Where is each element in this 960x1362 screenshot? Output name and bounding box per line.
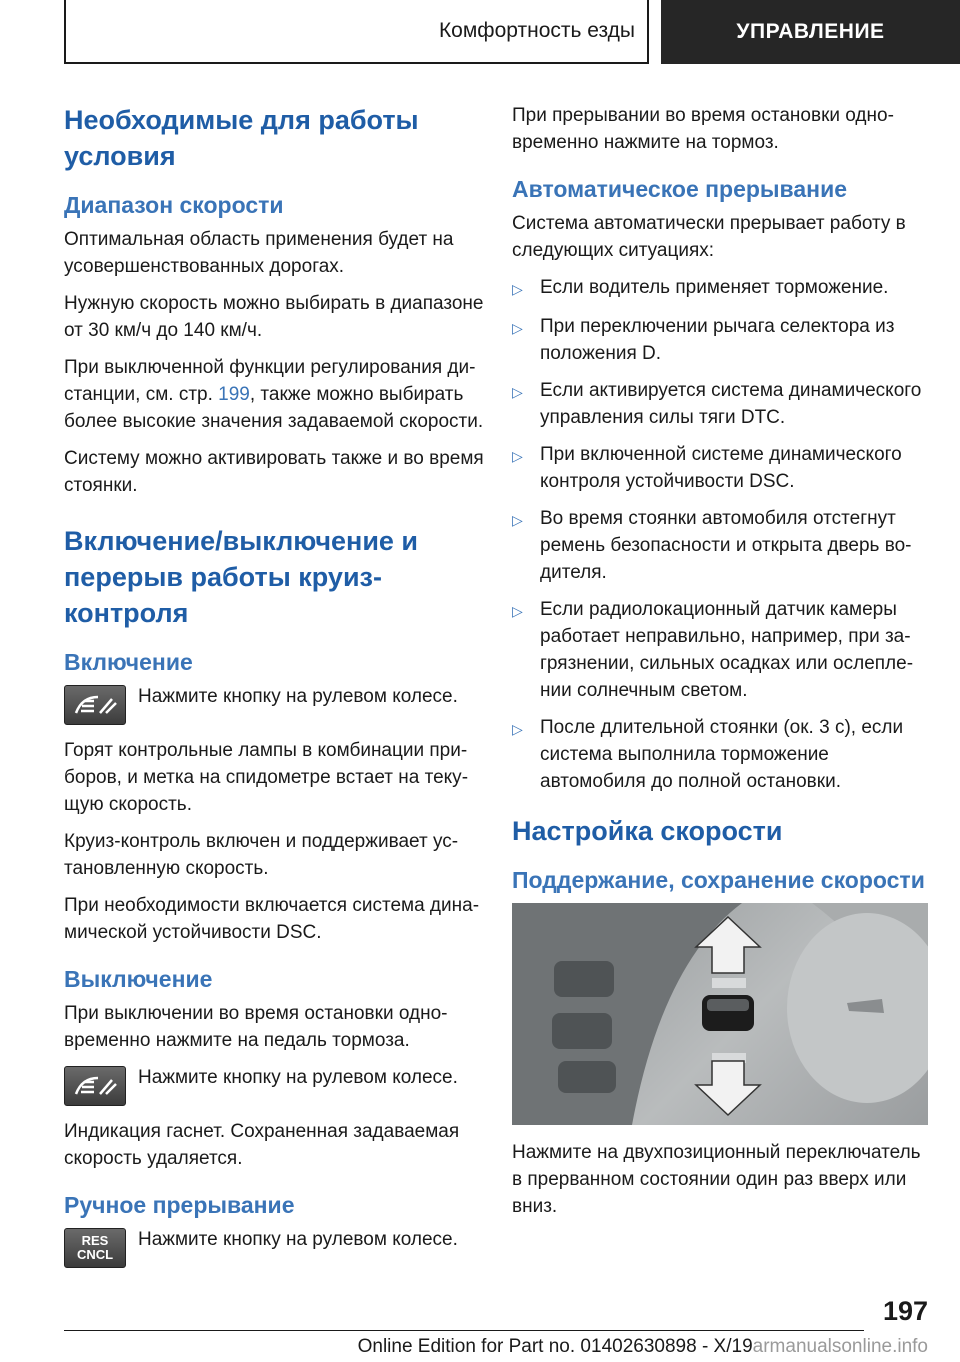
paragraph: Систему можно активировать также и во время стоянки.: [64, 448, 484, 496]
paragraph: Система автоматически прерывает работу в следующих ситуациях:: [512, 213, 906, 261]
instruction-text: Нажмите кнопку на рулевом колесе.: [138, 1229, 458, 1250]
triangle-bullet-icon: ▷: [512, 721, 523, 737]
heading-auto-interrupt: Автоматическое прерывание: [512, 176, 848, 202]
heading-speed-range: Диапазон скорости: [64, 192, 284, 218]
res-cncl-button-icon: [64, 1228, 126, 1268]
paragraph: Индикация гаснет. Сохраненная задаваемая скорость удаляется.: [64, 1121, 460, 1169]
list-item-text: Во время стоянки автомобиля отстегнут ремень безопасности и открыта дверь водителя.: [540, 508, 912, 583]
list-item: [512, 313, 932, 367]
heading-conditions: Необходимые для работы условия: [64, 105, 419, 171]
triangle-bullet-icon: ▷: [512, 281, 523, 297]
list-item-text: После длительной стоянки (ок. 3 с), если система выполнила торможение автомобиля до полной остановки.: [540, 717, 904, 792]
list-item-text: Если водитель применяет торможение.: [540, 277, 889, 298]
left-column: [64, 102, 484, 1280]
button-instruction-manual: [64, 1226, 484, 1268]
button-instruction-on: [64, 683, 484, 725]
header-chapter-title: УПРАВЛЕНИЕ: [736, 20, 885, 43]
paragraph: Нажмите на двухпозиционный переключатель в прерванном состоянии один раз вверх или вниз.: [512, 1142, 921, 1217]
text: При выключенной функции регулирования дистанции, см. стр.: [64, 357, 476, 405]
heading-manual-interrupt: Ручное прерывание: [64, 1192, 295, 1218]
list-item: [512, 596, 932, 704]
page-link[interactable]: 199: [218, 384, 250, 405]
page-number: 197: [882, 1296, 928, 1326]
text: , также можно выбирать более высокие значения задаваемой скорости.: [64, 384, 484, 432]
heading-hold-speed: Поддержание, сохранение скорости: [512, 867, 925, 893]
right-column: [512, 102, 932, 1230]
footer-edition: [0, 1336, 928, 1358]
header-section-title: Комфортность езды: [438, 19, 635, 42]
paragraph: Круиз-контроль включен и поддерживает установленную скорость.: [64, 831, 459, 879]
steering-wheel-switch-image: [512, 903, 928, 1125]
header-section: [64, 0, 649, 64]
heading-switch-off: Выключение: [64, 966, 213, 992]
cruise-control-button-icon: [64, 685, 126, 725]
instruction-text: Нажмите кнопку на рулевом колесе.: [138, 1067, 458, 1088]
list-item: [512, 274, 932, 303]
button-instruction-off: [64, 1064, 484, 1106]
footer-rule: [64, 1330, 864, 1331]
footer-edition-text: Online Edition for Part no. 01402630898 - X/19: [357, 1336, 753, 1357]
cruise-control-button-icon: [64, 1066, 126, 1106]
auto-interrupt-list: [512, 274, 932, 795]
paragraph: Нужную скорость можно выбирать в диапазоне от 30 км/ч до 140 км/ч.: [64, 293, 484, 341]
triangle-bullet-icon: ▷: [512, 320, 523, 336]
list-item: [512, 505, 932, 586]
list-item-text: При включенной системе динамического контроля устойчивости DSC.: [540, 444, 902, 492]
paragraph: При прерывании во время остановки одновременно нажмите на тормоз.: [512, 105, 894, 153]
paragraph: Оптимальная область применения будет на усовершенствованных дорогах.: [64, 229, 454, 277]
heading-on-off: Включение/выключение и перерыв работы круиз-контроля: [64, 526, 419, 628]
paragraph: При необходимости включается система динамической устойчивости DSC.: [64, 895, 480, 943]
cncl-label: CNCL: [76, 1247, 114, 1262]
paragraph: Горят контрольные лампы в комбинации приборов, и метка на спидометре встает на текущую скорость.: [64, 740, 469, 815]
list-item-text: Если активируется система динамического управления силы тяги DTC.: [540, 380, 922, 428]
triangle-bullet-icon: ▷: [512, 448, 523, 464]
list-item: [512, 377, 932, 431]
instruction-text: Нажмите кнопку на рулевом колесе.: [138, 686, 458, 707]
triangle-bullet-icon: ▷: [512, 384, 523, 400]
footer-watermark: armanualsonline.info: [752, 1336, 928, 1357]
triangle-bullet-icon: ▷: [512, 512, 523, 528]
res-label: RES: [81, 1233, 109, 1248]
list-item: [512, 714, 932, 795]
paragraph-with-link: [64, 354, 484, 435]
list-item: [512, 441, 932, 495]
list-item-text: При переключении рычага селектора из положения D.: [540, 316, 895, 364]
heading-speed-setting: Настройка скорости: [512, 816, 783, 846]
heading-switch-on: Включение: [64, 649, 193, 675]
list-item-text: Если радиолокационный датчик камеры работает неправильно, например, при загрязнении, сильных осадках или ослеплении солнечным светом.: [540, 599, 914, 701]
paragraph: При выключении во время остановки одновременно нажмите на педаль тормоза.: [64, 1003, 448, 1051]
triangle-bullet-icon: ▷: [512, 603, 523, 619]
header-chapter: [661, 0, 960, 64]
